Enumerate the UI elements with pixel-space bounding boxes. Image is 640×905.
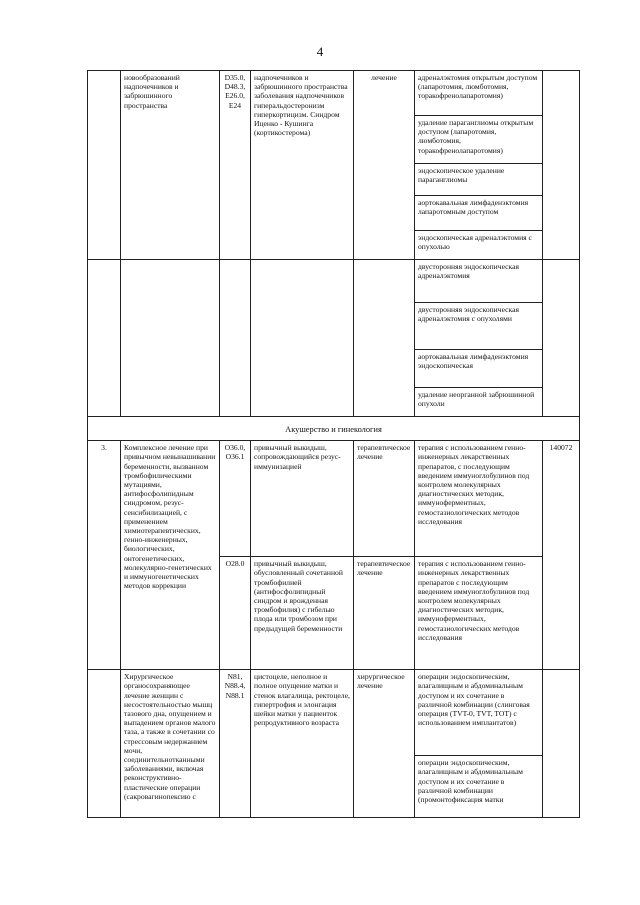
care-type-cell: Хирургическое органосохраняющее лечение женщин с несостоятельностью мышц тазового дна, опущением и выпадением органов малого таза, а также в сочетании со стрессовым недержанием мочи, соединительнотканными заболеваниями, включая реконструктивно-пластические операции (сакровагинопексию с xyxy=(121,670,220,818)
method-cell: удаление параганглиомы открытым доступом (лапаротомия, люмботомия, торакофренолапаротомия) xyxy=(415,116,543,164)
treatment-type-cell: лечение xyxy=(354,71,415,260)
method-cell: операции эндоскопическим, влагалищным и абдоминальным доступом и их сочетание в различной комбинации (слинговая операция (TVT-0, TVT, TOT) с использованием имплантатов) xyxy=(415,670,543,756)
medical-care-table xyxy=(87,70,580,818)
method-cell: двусторонняя эндоскопическая адреналэктомия xyxy=(415,260,543,303)
section-row xyxy=(88,417,580,441)
patient-model-cell: надпочечников и забрюшинного пространства заболевания надпочечников гиперальдостеронизм гиперкортицизм. Синдром Иценко - Кушинга (кортикостерома) xyxy=(251,71,354,260)
icd-code-cell: O28.0 xyxy=(220,557,251,670)
row-number-cell xyxy=(88,670,121,818)
treatment-type-cell: терапевтическое лечение xyxy=(354,557,415,670)
icd-code-cell: N81, N88.4, N88.1 xyxy=(220,670,251,818)
method-cell: аортокавальная лимфаденэктомия лапаротомным доступом xyxy=(415,196,543,231)
method-cell: эндоскопическая адреналэктомия с опухолью xyxy=(415,231,543,260)
row-number-cell xyxy=(88,71,121,260)
care-type-cell: новообразований надпочечников и забрюшинного пространства xyxy=(121,71,220,260)
table-row xyxy=(88,670,580,756)
patient-model-cell xyxy=(251,260,354,417)
section-title: Акушерство и гинекология xyxy=(88,417,580,441)
cost-cell xyxy=(543,260,580,417)
cost-cell xyxy=(543,71,580,260)
page-number: 4 xyxy=(316,44,324,59)
method-cell: аортокавальная лимфаденэктомия эндоскопическая xyxy=(415,350,543,388)
method-cell: адреналэктомия открытым доступом (лапаротомия, люмботомия, торакофренолапаротомия) xyxy=(415,71,543,116)
cost-cell xyxy=(543,670,580,818)
method-cell: двусторонняя эндоскопическая адреналэктомия с опухолями xyxy=(415,303,543,350)
treatment-type-cell xyxy=(354,260,415,417)
method-cell: удаление неорганной забрюшинной опухоли xyxy=(415,388,543,417)
patient-model-cell: привычный выкидыш, сопровождающийся резус-иммунизацией xyxy=(251,441,354,557)
table-row xyxy=(88,441,580,557)
table-row xyxy=(88,260,580,303)
method-cell: терапия с использованием генно-инженерных лекарственных препаратов с последующим введением иммуноглобулинов под контролем молекулярных диагностических методик, иммуноферментных, гемостазиологических методов исследования xyxy=(415,557,543,670)
care-type-cell: Комплексное лечение при привычном невынашивании беременности, вызванном тромбофилическими мутациями, антифосфолипидным синдромом, резус-сенсибилизацией, с применением химиотерапевтических, генно-инженерных, биологических, онтогенетических, молекулярно-генетических и иммуногенетических методов коррекции xyxy=(121,441,220,670)
method-cell: терапия с использованием генно-инженерных лекарственных препаратов, с последующим введением иммуноглобулинов под контролем молекулярных диагностических методик, иммуноферментных, гемостазиологических методов исследования xyxy=(415,441,543,557)
method-cell: операции эндоскопическим, влагалищным и абдоминальным доступом и их сочетание в различной комбинации (промонтофиксация матки xyxy=(415,756,543,818)
care-type-cell xyxy=(121,260,220,417)
treatment-type-cell: терапевтическое лечение xyxy=(354,441,415,557)
icd-code-cell: O36.0, O36.1 xyxy=(220,441,251,557)
row-number-cell xyxy=(88,260,121,417)
icd-code-cell: D35.0, D48.3, E26.0, E24 xyxy=(220,71,251,260)
method-cell: эндоскопическое удаление параганглиомы xyxy=(415,164,543,196)
table-row xyxy=(88,71,580,116)
patient-model-cell: цистоцеле, неполное и полное опущение матки и стенок влагалища, ректоцеле, гипертрофия и элонгация шейки матки у пациенток репродуктивного возраста xyxy=(251,670,354,818)
icd-code-cell xyxy=(220,260,251,417)
patient-model-cell: привычный выкидыш, обусловленный сочетанной тромбофилией (антифосфолипидный синдром и врожденная тромбофилия) с гибелью плода или тромбозом при предыдущей беременности xyxy=(251,557,354,670)
treatment-type-cell: хирургическое лечение xyxy=(354,670,415,818)
row-number-cell: 3. xyxy=(88,441,121,670)
cost-cell: 140072 xyxy=(543,441,580,670)
